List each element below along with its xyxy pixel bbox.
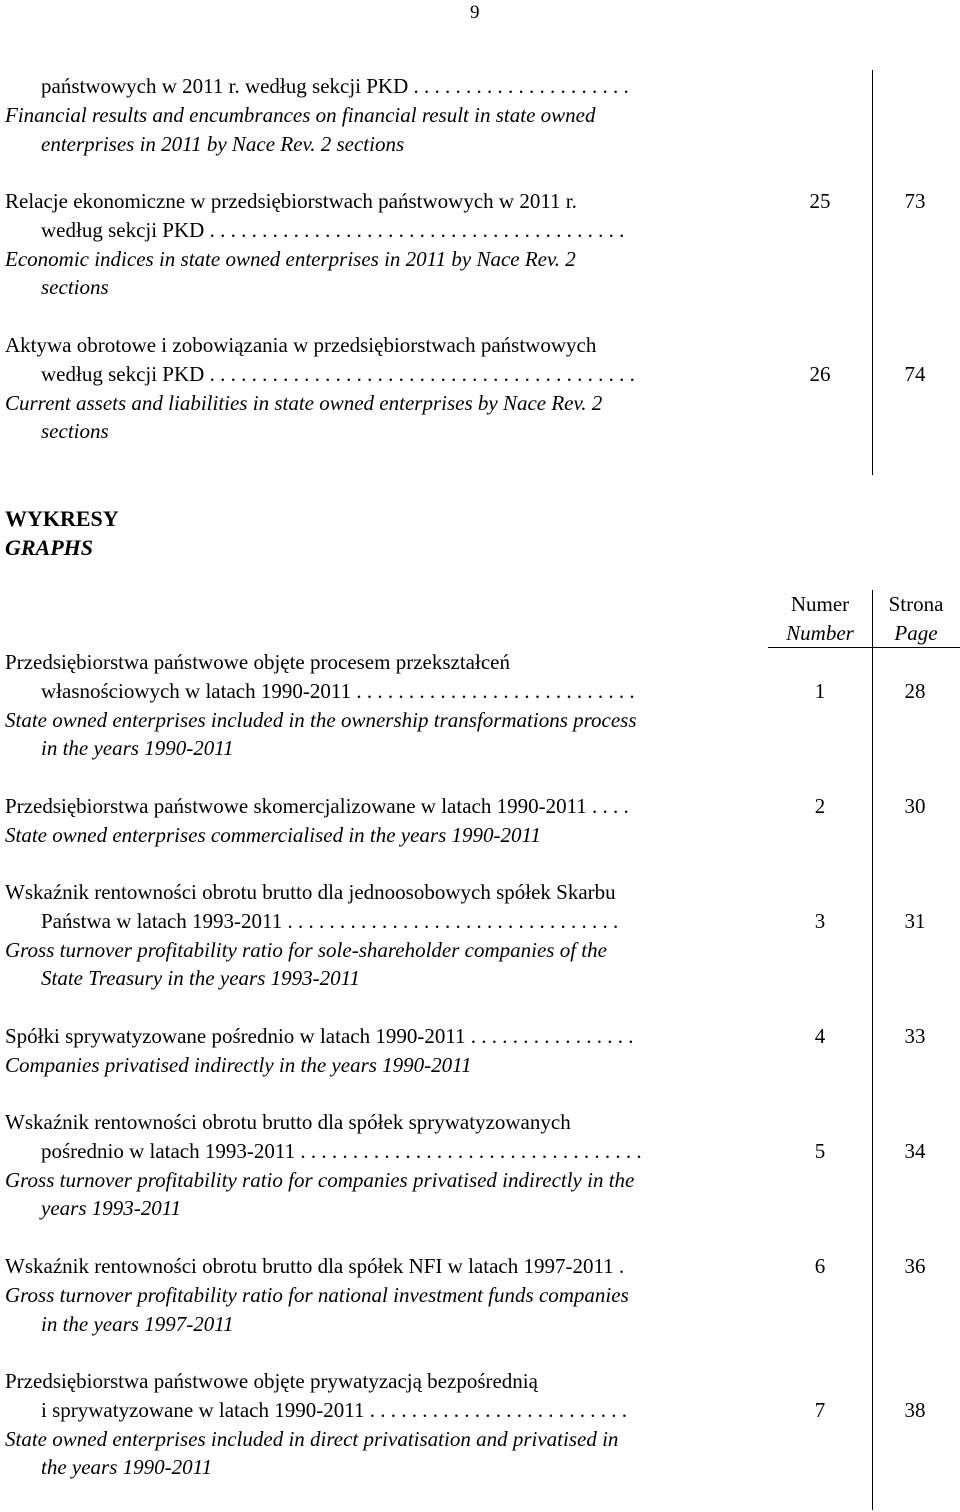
entry-page: 30: [904, 794, 926, 818]
entry-line: sections: [41, 419, 109, 444]
entry-page: 73: [904, 189, 926, 213]
entry-page: 36: [904, 1254, 926, 1278]
entry-page: 38: [904, 1397, 926, 1422]
entry-line: Gross turnover profitability ratio for companies privatised indirectly in the: [5, 1167, 635, 1192]
entry-line: Spółki sprywatyzowane pośrednio w latach 1990-2011 . . . . . . . . . . . . . . . .: [5, 1024, 634, 1048]
entry-number: 25: [809, 189, 831, 213]
entry-page: 28: [904, 678, 926, 703]
entry-line: years 1993-2011: [41, 1196, 182, 1221]
header-number: Number: [786, 621, 854, 645]
entry-number: 5: [814, 1138, 826, 1163]
entry-line: Companies privatised indirectly in the years 1990-2011: [5, 1052, 472, 1077]
entry-line: Economic indices in state owned enterprises in 2011 by Nace Rev. 2: [5, 246, 576, 271]
header-numer: Numer: [790, 592, 850, 616]
entry-line: Relacje ekonomiczne w przedsiębiorstwach państwowych w 2011 r.: [5, 189, 577, 213]
entry-line: in the years 1997-2011: [41, 1311, 234, 1336]
entry-line: State Treasury in the years 1993-2011: [41, 966, 361, 991]
entry-page: 31: [904, 908, 926, 933]
entry-line: Wskaźnik rentowności obrotu brutto dla spółek sprywatyzowanych: [5, 1110, 571, 1134]
section-title-pl: WYKRESY: [5, 506, 119, 531]
entry-line: według sekcji PKD . . . . . . . . . . . . . . . . . . . . . . . . . . . . . . . . . . . . . . . .: [41, 217, 625, 242]
entry-line: in the years 1990-2011: [41, 736, 234, 761]
column-divider-top: [872, 70, 873, 475]
header-page: Page: [894, 621, 938, 645]
header-strona: Strona: [888, 592, 944, 616]
entry-line: the years 1990-2011: [41, 1455, 213, 1480]
entry-line: Wskaźnik rentowności obrotu brutto dla jednoosobowych spółek Skarbu: [5, 880, 616, 904]
entry-page: 34: [904, 1138, 926, 1163]
entry-line: sections: [41, 275, 109, 300]
entry-line: Wskaźnik rentowności obrotu brutto dla spółek NFI w latach 1997-2011 .: [5, 1254, 625, 1278]
entry-line: State owned enterprises included in the ownership transformations process: [5, 707, 637, 732]
entry-line: Financial results and encumbrances on financial result in state owned: [5, 102, 596, 127]
entry-line: Aktywa obrotowe i zobowiązania w przedsiębiorstwach państwowych: [5, 333, 597, 357]
entry-line: Gross turnover profitability ratio for national investment funds companies: [5, 1282, 629, 1307]
entry-line: Current assets and liabilities in state owned enterprises by Nace Rev. 2: [5, 390, 603, 415]
column-divider-graphs: [872, 590, 873, 1510]
entry-number: 6: [814, 1254, 826, 1278]
entry-number: 1: [814, 678, 826, 703]
entry-line: według sekcji PKD . . . . . . . . . . . . . . . . . . . . . . . . . . . . . . . . . . . . . . . . .: [41, 361, 635, 386]
entry-page: 74: [904, 361, 926, 386]
section-title-en: GRAPHS: [5, 535, 94, 560]
entry-line: Państwa w latach 1993-2011 . . . . . . . . . . . . . . . . . . . . . . . . . . . . . . . .: [41, 908, 619, 933]
entry-line: Przedsiębiorstwa państwowe objęte procesem przekształceń: [5, 650, 510, 674]
entry-line: i sprywatyzowane w latach 1990-2011 . . . . . . . . . . . . . . . . . . . . . . . . .: [41, 1397, 627, 1422]
entry-line: własnościowych w latach 1990-2011 . . . . . . . . . . . . . . . . . . . . . . . . . . .: [41, 678, 635, 703]
entry-number: 2: [814, 794, 826, 818]
entry-number: 3: [814, 908, 826, 933]
entry-line: State owned enterprises included in direct privatisation and privatised in: [5, 1426, 619, 1451]
entry-line: pośrednio w latach 1993-2011 . . . . . . . . . . . . . . . . . . . . . . . . . . . . . . . . .: [41, 1138, 642, 1163]
entry-line: Gross turnover profitability ratio for sole-shareholder companies of the: [5, 937, 607, 962]
entry-line: państwowych w 2011 r. według sekcji PKD . . . . . . . . . . . . . . . . . . . . .: [41, 74, 629, 98]
page-number: 9: [470, 2, 480, 23]
entry-number: 7: [814, 1397, 826, 1422]
entry-number: 26: [809, 361, 831, 386]
entry-number: 4: [814, 1024, 826, 1048]
entry-line: Przedsiębiorstwa państwowe skomercjalizowane w latach 1990-2011 . . . .: [5, 794, 629, 818]
entry-line: Przedsiębiorstwa państwowe objęte prywatyzacją bezpośrednią: [5, 1369, 538, 1393]
header-underline: [768, 647, 960, 648]
entry-page: 33: [904, 1024, 926, 1048]
entry-line: State owned enterprises commercialised in the years 1990-2011: [5, 822, 541, 847]
entry-line: enterprises in 2011 by Nace Rev. 2 sections: [41, 131, 405, 156]
